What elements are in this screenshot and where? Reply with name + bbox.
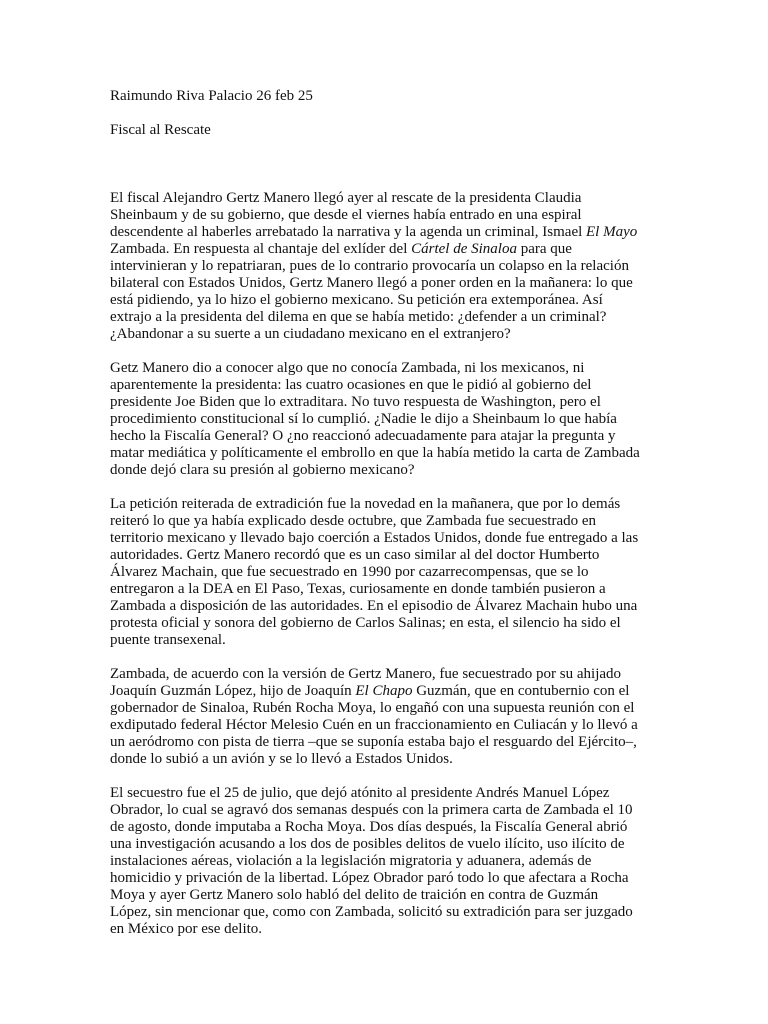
text-segment: hecho la Fiscalía General? O ¿no reaccionó adecuadamente para atajar la pregunta y xyxy=(110,428,616,444)
text-line xyxy=(110,785,662,802)
text-line xyxy=(110,326,662,343)
italic-text-segment: El Mayo xyxy=(586,224,638,240)
text-segment: El secuestro fue el 25 de julio, que dejó atónito al presidente Andrés Manuel López xyxy=(110,785,610,801)
text-line xyxy=(110,207,662,224)
text-segment: López, sin mencionar que, como con Zambada, solicitó su extradición para ser juzgado xyxy=(110,904,633,920)
article-body xyxy=(110,190,662,938)
text-segment: Zambada. En respuesta al chantaje del exlíder del xyxy=(110,241,412,257)
text-segment: intervinieran y lo repatriaran, pues de lo contrario provocaría un colapso en la relación xyxy=(110,258,629,274)
text-segment: instalaciones aéreas, violación a la legislación migratoria y aduanera, además de xyxy=(110,853,592,869)
text-segment: puente transexenal. xyxy=(110,632,226,648)
text-segment: Sheinbaum y de su gobierno, que desde el viernes había entrado en una espiral xyxy=(110,207,582,223)
italic-text-segment: El Chapo xyxy=(355,683,413,699)
text-line xyxy=(110,700,662,717)
byline: Raimundo Riva Palacio 26 feb 25 xyxy=(110,88,313,104)
text-segment: para que xyxy=(516,241,572,257)
text-segment: Guzmán, que en contubernio con el xyxy=(412,683,630,699)
text-segment: Getz Manero dio a conocer algo que no conocía Zambada, ni los mexicanos, ni xyxy=(110,360,585,376)
text-segment: territorio mexicano y llevado bajo coerción a Estados Unidos, donde fue entregado a las xyxy=(110,530,639,546)
text-line xyxy=(110,870,662,887)
text-segment: un aeródromo con pista de tierra –que se suponía estaba bajo el resguardo del Ejército–, xyxy=(110,734,637,750)
text-line xyxy=(110,598,662,615)
text-segment: descendente al haberles arrebatado la narrativa y la agenda un criminal, Ismael xyxy=(110,224,587,240)
text-line xyxy=(110,581,662,598)
text-segment: extrajo a la presidenta del dilema en que se había metido: ¿defender a un criminal? xyxy=(110,309,607,325)
text-line xyxy=(110,292,662,309)
text-segment: Zambada, de acuerdo con la versión de Gertz Manero, fue secuestrado por su ahijado xyxy=(110,666,622,682)
text-line xyxy=(110,513,662,530)
text-segment: donde lo subió a un avión y se lo llevó a Estados Unidos. xyxy=(110,751,453,767)
text-line xyxy=(110,632,662,649)
text-segment: de agosto, donde imputaba a Rocha Moya. Dos días después, la Fiscalía General abrió xyxy=(110,819,628,835)
text-segment: autoridades. Gertz Manero recordó que es un caso similar al del doctor Humberto xyxy=(110,547,600,563)
text-line xyxy=(110,530,662,547)
text-segment: Zambada a disposición de las autoridades. En el episodio de Álvarez Machain hubo una xyxy=(110,598,638,614)
text-segment: Álvarez Machain, que fue secuestrado en 1990 por cazarrecompensas, que se lo xyxy=(110,564,589,580)
text-line xyxy=(110,190,662,207)
document-title: Fiscal al Rescate xyxy=(110,122,211,138)
text-segment: aparentemente la presidenta: las cuatro ocasiones en que le pidió al gobierno del xyxy=(110,377,592,393)
text-segment: presidente Joe Biden que lo extraditara. No tuvo respuesta de Washington, pero el xyxy=(110,394,601,410)
text-line xyxy=(110,921,662,938)
text-segment: matar mediática y políticamente el embrollo en que la había metido la carta de Zambada xyxy=(110,445,640,461)
text-segment: protesta oficial y sonora del gobierno de Carlos Salinas; en esta, el silencio ha sido el xyxy=(110,615,621,631)
text-segment: entregaron a la DEA en El Paso, Texas, curiosamente en donde también pusieron a xyxy=(110,581,606,597)
text-segment: homicidio y privación de la libertad. López Obrador paró todo lo que afectara a Rocha xyxy=(110,870,629,886)
text-line xyxy=(110,224,662,241)
text-segment: está pidiendo, ya lo hizo el gobierno mexicano. Su petición era extemporánea. Así xyxy=(110,292,603,308)
text-line xyxy=(110,564,662,581)
text-line xyxy=(110,853,662,870)
text-segment: bilateral con Estados Unidos, Gertz Manero llegó a poner orden en la mañanera: lo que xyxy=(110,275,633,291)
text-line xyxy=(110,819,662,836)
text-line xyxy=(110,445,662,462)
text-line xyxy=(110,836,662,853)
text-line xyxy=(110,717,662,734)
text-segment: Joaquín Guzmán López, hijo de Joaquín xyxy=(110,683,356,699)
text-line xyxy=(110,666,662,683)
text-line xyxy=(110,360,662,377)
text-line xyxy=(110,377,662,394)
article-paragraph xyxy=(110,785,662,938)
article-paragraph xyxy=(110,360,662,479)
text-segment: Moya y ayer Gertz Manero solo habló del delito de traición en contra de Guzmán xyxy=(110,887,599,903)
text-line xyxy=(110,802,662,819)
text-segment: en México por ese delito. xyxy=(110,921,263,937)
text-line xyxy=(110,496,662,513)
text-segment: La petición reiterada de extradición fue la novedad en la mañanera, que por lo demás xyxy=(110,496,621,512)
text-line xyxy=(110,258,662,275)
text-segment: procedimiento constitucional sí lo cumplió. ¿Nadie le dijo a Sheinbaum lo que había xyxy=(110,411,617,427)
text-segment: una investigación acusando a los dos de posibles delitos de vuelo ilícito, uso ilícito de xyxy=(110,836,625,852)
text-line xyxy=(110,241,662,258)
text-segment: ¿Abandonar a su suerte a un ciudadano mexicano en el extranjero? xyxy=(110,326,511,342)
article-paragraph xyxy=(110,666,662,768)
text-line xyxy=(110,887,662,904)
text-line xyxy=(110,683,662,700)
italic-text-segment: Cártel de Sinaloa xyxy=(411,241,517,257)
text-line xyxy=(110,904,662,921)
article-paragraph xyxy=(110,190,662,343)
text-segment: gobernador de Sinaloa, Rubén Rocha Moya, lo engañó con una supuesta reunión con el xyxy=(110,700,635,716)
text-line xyxy=(110,615,662,632)
text-line xyxy=(110,751,662,768)
text-segment: donde dejó clara su presión al gobierno mexicano? xyxy=(110,462,415,478)
document-page xyxy=(110,88,662,955)
text-line xyxy=(110,309,662,326)
article-paragraph xyxy=(110,496,662,649)
text-segment: Obrador, lo cual se agravó dos semanas después con la primera carta de Zambada el 10 xyxy=(110,802,633,818)
text-line xyxy=(110,428,662,445)
text-line xyxy=(110,275,662,292)
text-segment: exdiputado federal Héctor Melesio Cuén en un fraccionamiento en Culiacán y lo llevó a xyxy=(110,717,638,733)
text-line xyxy=(110,734,662,751)
text-line xyxy=(110,462,662,479)
text-segment: reiteró lo que ya había explicado desde octubre, que Zambada fue secuestrado en xyxy=(110,513,597,529)
text-line xyxy=(110,547,662,564)
text-line xyxy=(110,411,662,428)
text-line xyxy=(110,394,662,411)
text-segment: El fiscal Alejandro Gertz Manero llegó ayer al rescate de la presidenta Claudia xyxy=(110,190,582,206)
